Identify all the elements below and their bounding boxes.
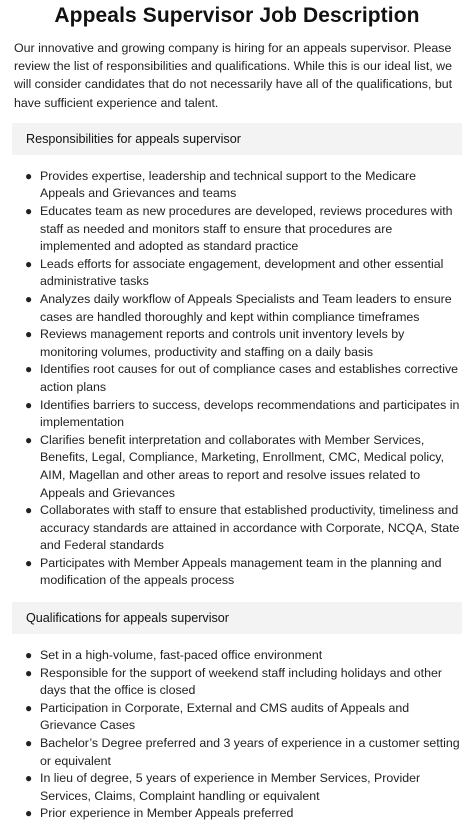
- bullet-icon: ●: [25, 291, 33, 306]
- list-item: [12, 700, 462, 735]
- intro-paragraph: Our innovative and growing company is hiring for an appeals supervisor. Please review the list of responsibilities and qualifications. While this is our ideal list, we will consider candidates that do not necessarily have all of the qualifications, but have sufficient experience and talent.: [14, 41, 453, 110]
- list-item-text: Participation in Corporate, External and CMS audits of Appeals and Grievance Cases: [40, 700, 410, 733]
- bullet-icon: ●: [25, 771, 33, 786]
- bullet-icon: ●: [25, 665, 33, 680]
- list-item-text: Bachelor’s Degree preferred and 3 years of experience in a customer setting or equivalent: [40, 736, 460, 768]
- page-title: Appeals Supervisor Job Description: [54, 4, 420, 27]
- list-item: [12, 168, 462, 203]
- bullet-icon: ●: [25, 806, 33, 821]
- list-item: [12, 555, 462, 590]
- bullet-icon: ●: [25, 503, 33, 518]
- list-item: [12, 256, 462, 291]
- list-item: [12, 647, 462, 665]
- responsibilities-list: [12, 168, 462, 590]
- qualifications-heading: Qualifications for appeals supervisor: [12, 602, 462, 634]
- bullet-icon: ●: [25, 204, 33, 218]
- list-item-text: In lieu of degree, 5 years of experience in Member Services, Provider Services, Claims, Complaint handling or equivalent: [40, 771, 421, 803]
- list-item-text: Set in a high-volume, fast-paced office environment: [40, 648, 323, 663]
- list-item-text: Responsible for the support of weekend staff including holidays and other days that the office is closed: [40, 665, 443, 698]
- list-item: [12, 665, 462, 700]
- list-item-text: Leads efforts for associate engagement, development and other essential administrative tasks: [40, 256, 444, 289]
- list-item: [12, 502, 462, 555]
- list-item-text: Identifies barriers to success, develops recommendations and participates in implementation: [40, 397, 460, 430]
- list-item-text: Analyzes daily workflow of Appeals Specialists and Team leaders to ensure cases are handled thoroughly and kept within compliance timeframes: [40, 291, 452, 324]
- bullet-icon: ●: [25, 168, 33, 183]
- list-item: [12, 326, 462, 361]
- list-item-text: Clarifies benefit interpretation and collaborates with Member Services, Benefits, Legal, Compliance, Marketing, Enrollment, CMC, Medical policy, AIM, Magellan and other areas to report and resolve issues related to Appeals and Grievances: [40, 432, 445, 500]
- list-item-text: Prior experience in Member Appeals preferred: [40, 806, 294, 821]
- list-item: [12, 770, 462, 805]
- list-item-text: Participates with Member Appeals management team in the planning and modification of the appeals process: [40, 555, 442, 588]
- list-item: [12, 361, 462, 396]
- responsibilities-heading: Responsibilities for appeals supervisor: [12, 123, 462, 155]
- bullet-icon: ●: [25, 397, 33, 412]
- list-item: [12, 397, 462, 432]
- qualifications-list: [12, 647, 462, 823]
- bullet-icon: ●: [25, 256, 33, 271]
- list-item: [12, 805, 462, 823]
- list-item-text: Provides expertise, leadership and technical support to the Medicare Appeals and Grievances and teams: [40, 168, 417, 201]
- list-item: [12, 432, 462, 502]
- list-item-text: Identifies root causes for out of compliance cases and establishes corrective action plans: [40, 362, 459, 394]
- bullet-icon: ●: [25, 362, 33, 377]
- bullet-icon: ●: [25, 700, 33, 715]
- list-item: [12, 735, 462, 770]
- bullet-icon: ●: [25, 327, 33, 342]
- list-item-text: Collaborates with staff to ensure that established productivity, timeliness and accuracy standards are attained in accordance with Corporate, NCQA, State and Federal standards: [40, 503, 460, 553]
- list-item-text: Educates team as new procedures are developed, reviews procedures with staff as needed and monitors staff to ensure that procedures are implemented and adopted as standard practice: [40, 204, 453, 254]
- list-item: [12, 291, 462, 326]
- list-item-text: Reviews management reports and controls unit inventory levels by monitoring volumes, productivity and staffing on a daily basis: [40, 327, 405, 359]
- bullet-icon: ●: [25, 648, 33, 663]
- bullet-icon: ●: [25, 555, 33, 570]
- list-item: [12, 203, 462, 256]
- bullet-icon: ●: [25, 432, 33, 447]
- bullet-icon: ●: [25, 736, 33, 751]
